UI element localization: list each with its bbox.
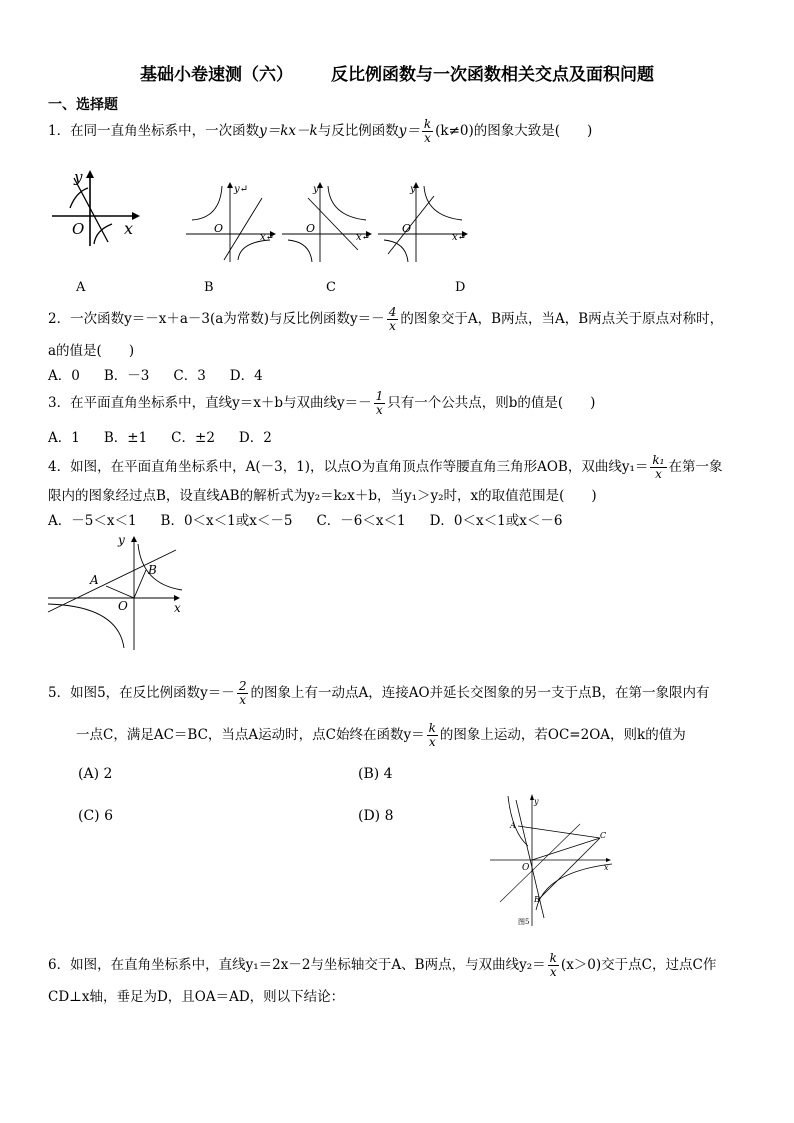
graph-a-y-label: y (74, 168, 83, 186)
question-4-options: A．－5＜x＜1 B．0＜x＜1或x＜－5 C．－6＜x＜1 D．0＜x＜1或x＜－6 (48, 513, 563, 529)
graph-a-origin: O (72, 220, 85, 238)
graph-d-y-label: y (410, 184, 416, 195)
graph-c-origin: O (306, 222, 316, 235)
graph-c-x-label: x↵ (356, 232, 371, 243)
question-4-line-1: 4．如图，在平面直角坐标系中，A(－3，1)，以点O为直角顶点作等腰直角三角形AOB，双曲线y₁＝ $\frac{\text{k₁}}{x}$ 在第一象 (48, 453, 723, 481)
q4-origin: O (118, 599, 128, 613)
q4-x-label: x (174, 601, 181, 615)
graph-b-y-label: y↵ (234, 184, 249, 195)
q1-graph-c (280, 180, 376, 264)
question-5-line-2: 一点C，满足AC＝BC，当点A运动时，点C始终在函数y＝ $\frac{k}{x}$ 的图象上运动，若OC=2OA，则k的值为 (76, 721, 686, 749)
q1-graph-b (184, 180, 280, 264)
q5-y-label: y (534, 797, 539, 806)
q5-origin: O (522, 863, 530, 873)
question-3-options: A．1 B．±1 C．±2 D．2 (48, 430, 272, 446)
q1-graph-d (376, 180, 472, 264)
section-heading: 一、选择题 (48, 97, 118, 113)
question-1-text: 1．在同一直角坐标系中，一次函数y＝kx－k与反比例函数y＝ $\frac{k}{x}$ (k≠0)的图象大致是( ) (48, 117, 593, 145)
question-3-text: 3．在平面直角坐标系中，直线y＝x＋b与双曲线y＝－ $\frac{1}{x}$ 只有一个公共点，则b的值是( ) (48, 389, 596, 417)
q5-option-c: (C) 6 (78, 808, 113, 824)
q5-point-b: B (534, 895, 540, 904)
question-4-line-2: 限内的图象经过点B，设直线AB的解析式为y₂＝k₂x＋b，当y₁＞y₂时，x的取值范围是( ) (48, 488, 597, 504)
q4-point-b: B (148, 563, 157, 577)
q1-graph-a (48, 168, 148, 248)
question-2-line-2: a的值是( ) (48, 343, 135, 359)
page-title (0, 60, 794, 85)
question-6-line-2: CD⊥x轴，垂足为D，且OA＝AD，则以下结论： (48, 989, 345, 1005)
q5-graph (488, 792, 618, 928)
title-part-2: 反比例函数与一次函数相关交点及面积问题 (331, 65, 654, 85)
q1-option-a: A (76, 280, 86, 295)
question-6-line-1: 6．如图，在直角坐标系中，直线y₁＝2x－2与坐标轴交于A、B两点，与双曲线y₂＝ $\frac{k}{x}$ (x＞0)交于点C，过点C作 (48, 951, 717, 979)
graph-d-x-label: x↵ (452, 232, 467, 243)
q5-option-d: (D) 8 (358, 808, 394, 824)
q5-point-c: C (600, 831, 607, 840)
graph-d-origin: O (402, 222, 412, 235)
q5-figure-caption: 图5 (518, 918, 530, 926)
q5-option-a: (A) 2 (78, 766, 113, 782)
q5-x-label: x (604, 863, 609, 872)
graph-a-x-label: x (124, 219, 134, 238)
title-part-1: 基础小卷速测（六） (140, 65, 293, 85)
q5-option-b: (B) 4 (358, 766, 393, 782)
q1-option-c: C (326, 280, 336, 295)
q4-y-label: y (118, 533, 125, 547)
question-2-line-1: 2．一次函数y＝－x＋a－3(a为常数)与反比例函数y＝－ $\frac{4}{x}$ 的图象交于A，B两点，当A，B两点关于原点对称时， (48, 305, 724, 333)
graph-c-y-label: y (313, 184, 319, 195)
q1-option-b: B (204, 280, 214, 295)
q4-graph (46, 534, 196, 652)
question-2-options: A．0 B．－3 C．3 D．4 (48, 368, 263, 384)
graph-b-origin: O (214, 222, 224, 235)
q4-point-a: A (90, 573, 99, 587)
question-5-line-1: 5．如图5，在反比例函数y＝－ $\frac{2}{x}$ 的图象上有一动点A，连接AO并延长交图象的另一支于点B，在第一象限内有 (48, 679, 710, 707)
q5-point-a: A (510, 821, 516, 830)
q1-option-d: D (455, 280, 466, 295)
graph-b-x-label: x↵ (260, 232, 275, 243)
